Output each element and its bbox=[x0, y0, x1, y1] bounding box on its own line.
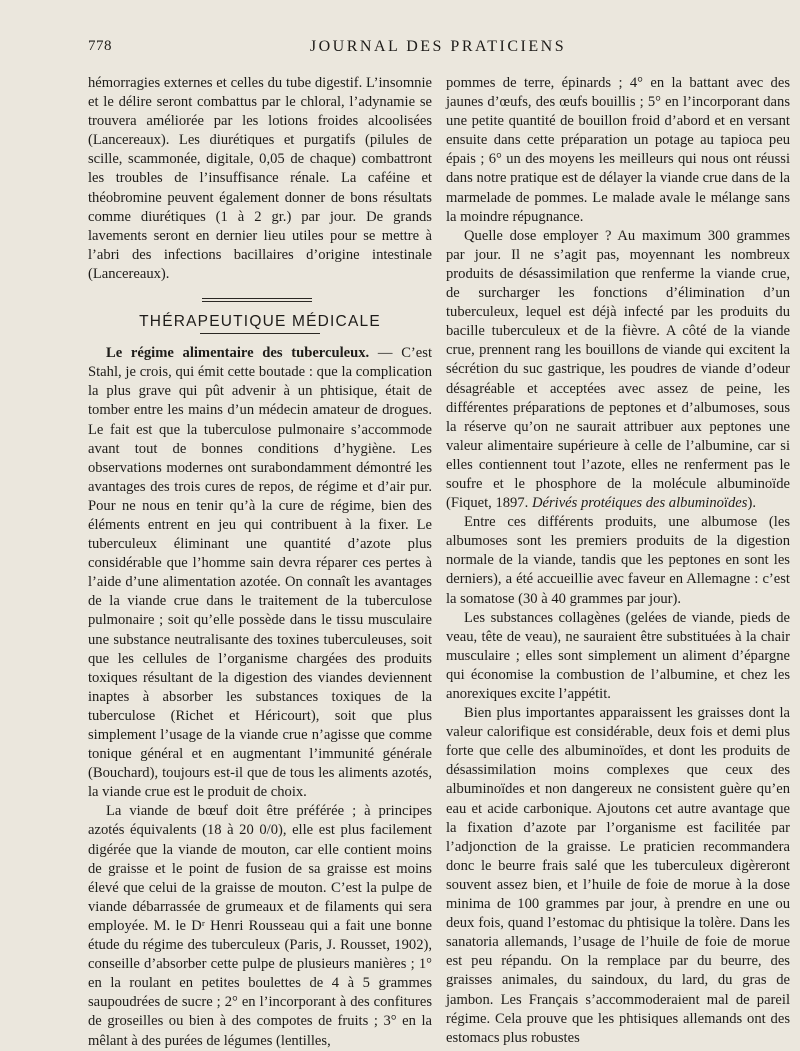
article-lead: Le régime alimentaire des tuberculeux. bbox=[106, 345, 370, 362]
title-underline bbox=[200, 333, 320, 334]
paragraph: La viande de bœuf doit être préférée ; à principes azotés équivalents (18 à 20 0/0), elle est plus facilement digérée que la viande de mouton, car elle contient moins de graisse et le point de fusion de sa graisse est moins élevé que celui de la graisse de mouton. C’est la pulpe de viande débarrassée de grumeaux et de filaments qui sera employée. M. le Dʳ Henri Rousseau qui a fait une bonne étude du régime des tuberculeux (Paris, J. Rousset, 1902), conseille d’absorber cette pulpe de plusieurs manières ; 1° en la roulant en petites boulettes de 4 à 5 grammes saupoudrées de sucre ; 2° en l’incorporant à des confitures de groseilles ou bien à des compotes de fruits ; 3° en la mêlant à des purées de légumes (lentilles, bbox=[88, 803, 432, 1049]
left-column bbox=[88, 74, 432, 1051]
italic-reference: Dérivés protéiques des albuminoïdes bbox=[528, 495, 748, 512]
paragraph-text: — C’est Stahl, je crois, qui émit cette boutade : que la complication la plus grave qui pût advenir à un phtisique, était de tomber entre les mains d’un médecin amateur de drogues. Le fait est que la tuberculose pulmonaire s’accommode avant tout de bonnes conditions d’hygiène. Les observations modernes ont surabondamment démontré les avantages des trois cures de repos, de régime et d’air pur. Pour ne nous en tenir qu’à la cure de régime, bien des éléments entrent en jeu qui contribuent à la fixer. Le tuberculeux éliminant une quantité d’azote plus considérable que l’homme sain devra réparer ces pertes à l’aide d’une alimentation azotée. On connaît les avantages de la viande crue dans le traitement de la tuberculose pulmonaire ; soit qu’elle possède dans le tissu musculaire une substance neutralisante des toxines tuberculeuses, soit que les cellules de l’organisme chargées des produits toxiques résultant de la digestion des viandes deviennent inaptes à absorber les substances toxiques de la tuberculose (Richet et Héricourt), soit que plus simplement l’usage de la viande crue n’agisse que comme tonique général et en augmentant l’immunité générale (Bouchard), toujours est-il que de tous les aliments azotés, la viande crue est le produit de choix. bbox=[88, 345, 432, 801]
right-column bbox=[446, 74, 790, 1048]
running-title: JOURNAL DES PRATICIENS bbox=[309, 38, 567, 55]
section-title: THÉRAPEUTIQUE MÉDICALE bbox=[139, 313, 381, 331]
paragraph: Entre ces différents produits, une albumose (les albumoses sont les premiers produits de la digestion normale de la viande, tandis que les peptones en sont les derniers), a été accueillie avec faveur en Allemagne : c’est la somatose (30 à 40 grammes par jour). bbox=[446, 514, 790, 607]
paragraph: hémorragies externes et celles du tube digestif. L’insomnie et le délire seront combattus par le chloral, l’adynamie se trouvera améliorée par les lotions froides alcoolisées (Lancereaux). Les diurétiques et purgatifs (pilules de scille, scammonée, digitale, 0,05 de chaque) combattront les troubles de l’insuffisance rénale. La caféine et théobromine peuvent également donner de bons résultats comme diurétiques (1 à 2 gr.) par jour. De grands lavements seront en dernier lieu utiles pour se mettre à l’abri des infections bacillaires d’origine intestinale (Lancereaux). bbox=[88, 75, 432, 282]
paragraph: Bien plus importantes apparaissent les graisses dont la valeur calorifique est considérable, deux fois et demi plus forte que celle des albuminoïdes, et dont les produits de désassimilation moins complexes que ceux des albuminoïdes et non dangereux ne consistent guère qu’en eau et acide carbonique. Ajoutons cet autre avantage que la fixation d’azote par l’organisme est facilitée par l’adjonction de la graisse. Le praticien recommandera donc le beurre frais salé que les tuberculeux digèreront souvent assez bien, et l’huile de foie de morue à la dose minima de 100 grammes par jour, à prendre en une ou deux fois, quand l’estomac du phtisique la tolère. Dans les sanatoria allemands, l’usage de l’huile de foie de morue est peu répandu. On la remplace par du beurre, des graisses animales, du saindoux, du lard, du gras de jambon. Les Français s’accommoderaient mal de pareil régime. Cela prouve que les phtisiques allemands ont des estomacs plus robustes bbox=[446, 705, 790, 1046]
paragraph bbox=[446, 227, 790, 513]
page-header bbox=[88, 38, 788, 64]
page-number: 778 bbox=[88, 38, 112, 54]
paragraph: pommes de terre, épinards ; 4° en la battant avec des jaunes d’œufs, des œufs bouillis ; 5° en l’incorporant dans une petite quantité de bouillon froid d’abord et en versant ensuite dans cette préparation un potage au tapioca peu épais ; 6° un des moyens les meilleurs qui nous ont réussi dans notre pratique est de délayer la viande crue dans de la marmelade de pommes. Le malade avale le mélange sans la moindre répugnance. bbox=[446, 75, 790, 225]
paragraph-text-end: ). bbox=[747, 495, 756, 512]
paragraph-text: Quelle dose employer ? Au maximum 300 grammes par jour. Il ne s’agit pas, moyennant les nombreux produits de désassimilation que renferme la viande crue, de surcharger les fonctions d’élimination d’un tuberculeux, lequel est déjà infecté par les produits du bacille tuberculeux et de la fièvre. A côté de la viande crue, prennent rang les bouillons de viande qui excitent la sécrétion du suc gastrique, les poudres de viande d’odeur désagréable et acceptées avec assez de peine, les différentes préparations de peptones et d’albumoses, sous la réserve qu’on ne saurait attribuer aux peptones une valeur alimentaire supérieure à celle de l’albumine, car si elles contiennent tout l’azote, elles ne renferment pas le soufre et le phosphore de la molécule albuminoïde (Fiquet, 1897. bbox=[446, 227, 790, 512]
double-rule-divider bbox=[88, 290, 432, 310]
paragraph: Les substances collagènes (gelées de viande, pieds de veau, tête de veau), ne sauraient être substituées à la chair musculaire ; elles sont simplement un aliment d’épargne qui économise la combustion de l’albumine, et chez les anorexiques excite l’appétit. bbox=[446, 609, 790, 702]
paragraph bbox=[88, 344, 432, 802]
